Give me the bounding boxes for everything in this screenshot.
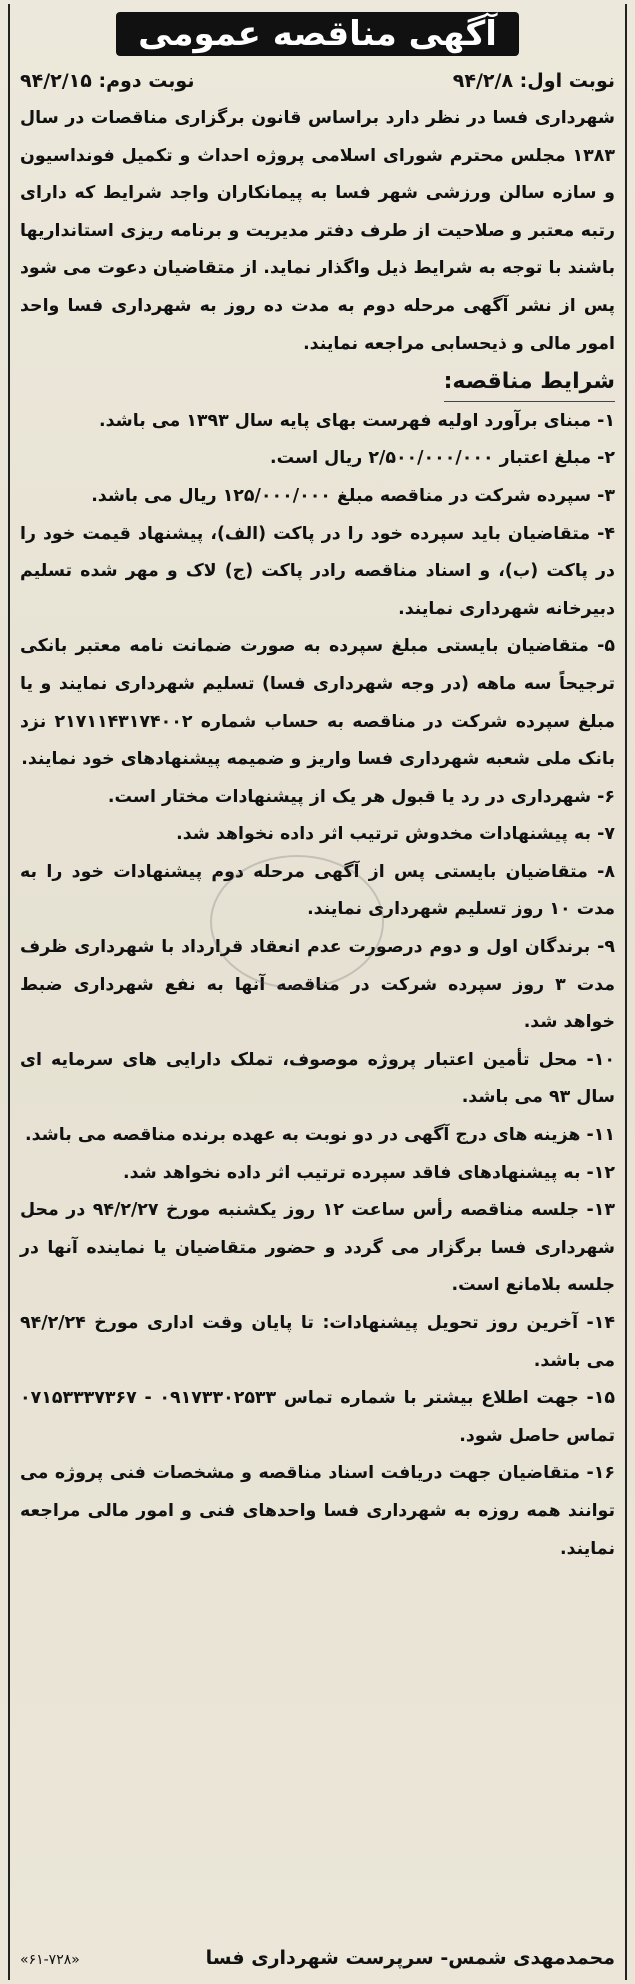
condition-item: ۲- مبلغ اعتبار ۲/۵۰۰/۰۰۰/۰۰۰ ریال است. xyxy=(270,448,615,469)
second-publication-date: نوبت دوم: ۹۴/۲/۱۵ xyxy=(20,70,195,92)
condition-item: ۱۵- جهت اطلاع بیشتر با شماره تماس ۰۹۱۷۳۳۰۲۵۳۳ - ۰۷۱۵۳۳۳۷۳۶۷ تماس حاصل شود. xyxy=(20,1388,615,1446)
first-publication-date: نوبت اول: ۹۴/۲/۸ xyxy=(452,70,615,92)
conditions-heading: شرایط مناقصه: xyxy=(444,363,615,402)
notice-title: آگهی مناقصه عمومی xyxy=(116,12,519,56)
condition-item: ۷- به پیشنهادات مخدوش ترتیب اثر داده نخواهد شد. xyxy=(176,824,615,845)
notice-header xyxy=(10,6,625,62)
notice-body xyxy=(10,62,625,1568)
condition-item: ۱- مبنای برآورد اولیه فهرست بهای پایه سال ۱۳۹۳ می باشد. xyxy=(98,410,615,431)
signature: محمدمهدی شمس- سرپرست شهرداری فسا xyxy=(205,1947,615,1969)
condition-item: ۱۰- محل تأمین اعتبار پروژه موصوف، تملک دارایی های سرمایه ای سال ۹۳ می باشد. xyxy=(20,1049,615,1108)
condition-item: ۱۳- جلسه مناقصه رأس ساعت ۱۲ روز یکشنبه مورخ ۹۴/۲/۲۷ در محل شهرداری فسا برگزار می گردد و حضور متقاضیان یا نماینده آنها در جلسه بلامانع است. xyxy=(20,1200,615,1296)
notice-footer xyxy=(10,1942,625,1976)
condition-item: ۱۶- متقاضیان جهت دریافت اسناد مناقصه و مشخصات فنی پروژه می توانند همه روزه به شهرداری فسا واحدهای فنی و امور مالی مراجعه نمایند. xyxy=(20,1463,615,1559)
condition-item: ۶- شهرداری در رد یا قبول هر یک از پیشنهادات مختار است. xyxy=(107,786,615,807)
intro-paragraph: شهرداری فسا در نظر دارد براساس قانون برگزاری مناقصات در سال ۱۳۸۳ مجلس محترم شورای اسلامی پروژه احداث و تکمیل فونداسیون و سازه سالن ورزشی شهر فسا به پیمانکاران واجد شرایط که دارای رتبه معتبر و صلاحیت از طرف دفتر مدیریت و برنامه ریزی استانداریها باشند با توجه به شرایط ذیل واگذار نماید. از متقاضیان دعوت می شود پس از نشر آگهی مرحله دوم به مدت ده روز به شهرداری فسا واحد امور مالی و ذیحسابی مراجعه نمایند. xyxy=(20,108,615,354)
condition-item: ۵- متقاضیان بایستی مبلغ سپرده به صورت ضمانت نامه معتبر بانکی ترجیحاً سه ماهه (در وجه شهرداری فسا) تسلیم شهرداری نمایند و یا مبلغ سپرده شرکت در مناقصه به حساب شماره ۲۱۷۱۱۴۳۱۷۴۰۰۲ نزد بانک ملی شعبه شهرداری فسا واریز و ضمیمه پیشنهادهای خود نمایند. xyxy=(20,636,616,770)
publication-dates xyxy=(20,62,615,100)
condition-item: ۱۴- آخرین روز تحویل پیشنهادات: تا پایان وقت اداری مورخ ۹۴/۲/۲۴ می باشد. xyxy=(20,1313,615,1371)
condition-item: ۱۲- به پیشنهادهای فاقد سپرده ترتیب اثر داده نخواهد شد. xyxy=(122,1162,615,1183)
notice-code: «۶۱-۷۲۸» xyxy=(20,1952,80,1968)
condition-item: ۱۱- هزینه های درج آگهی در دو نوبت به عهده برنده مناقصه می باشد. xyxy=(25,1125,615,1146)
condition-item: ۳- سپرده شرکت در مناقصه مبلغ ۱۲۵/۰۰۰/۰۰۰ ریال می باشد. xyxy=(91,485,615,506)
condition-item: ۴- متقاضیان باید سپرده خود را در پاکت (الف)، پیشنهاد قیمت خود را در پاکت (ب)، و اسناد مناقصه رادر پاکت (ج) لاک و مهر شده تسلیم دبیرخانه شهرداری نمایند. xyxy=(20,523,615,619)
conditions-list xyxy=(20,403,615,1568)
condition-item: ۸- متقاضیان بایستی پس از آگهی مرحله دوم پیشنهادات خود را به مدت ۱۰ روز تسلیم شهرداری نمایند. xyxy=(20,861,615,920)
condition-item: ۹- برندگان اول و دوم درصورت عدم انعقاد قرارداد با شهرداری ظرف مدت ۳ روز سپرده شرکت در مناقصه آنها به نفع شهرداری ضبط خواهد شد. xyxy=(20,937,616,1033)
